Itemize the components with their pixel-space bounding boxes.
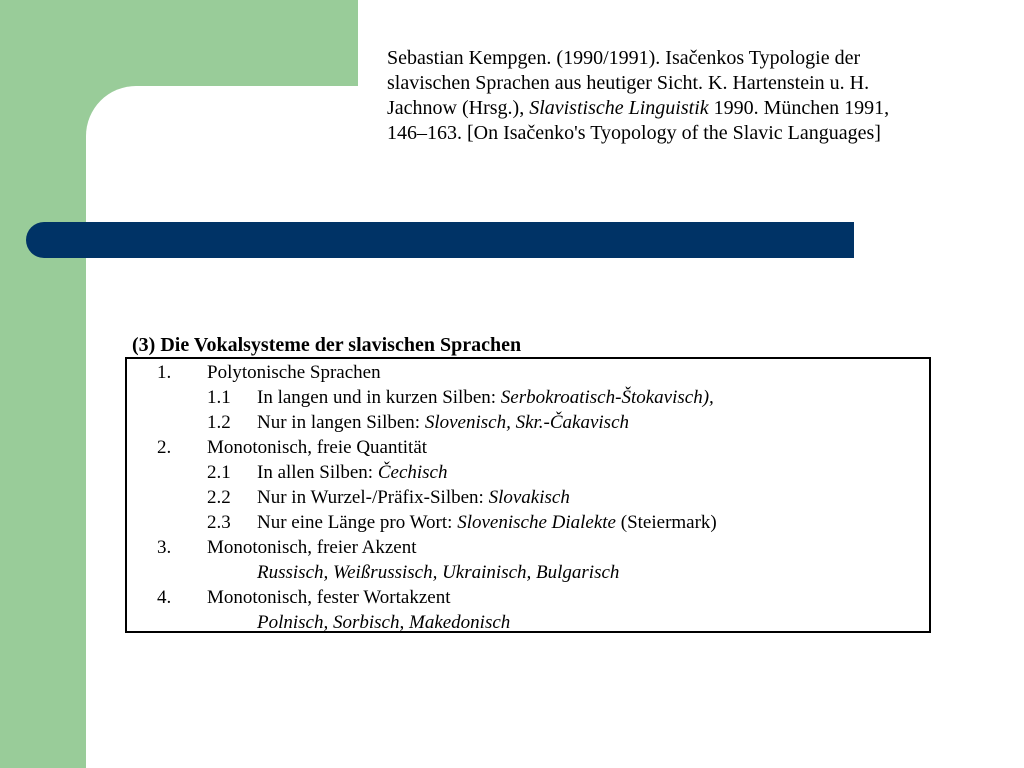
row-languages: Polnisch, Sorbisch, Makedonisch <box>257 612 511 633</box>
row-subnumber: 2.1 <box>207 462 231 483</box>
row-text-italic: Slovenische Dialekte <box>457 512 616 533</box>
row-text-italic: Slovenisch, Skr.-Čakavisch <box>424 412 630 433</box>
citation-line-1: Sebastian Kempgen. (1990/1991). Isačenkos Typologie der <box>387 47 861 69</box>
row-languages: Russisch, Weißrussisch, Ukrainisch, Bulgarisch <box>257 562 620 583</box>
row-text-post: (Steiermark) <box>616 512 717 533</box>
row-text: Monotonisch, freie Quantität <box>207 437 428 458</box>
citation-line-3 <box>387 96 987 121</box>
row-text-plain: Nur eine Länge pro Wort: <box>257 512 458 533</box>
row-subnumber: 1.1 <box>207 387 231 408</box>
row-text-italic: Slovakisch <box>488 487 570 508</box>
vowel-systems-table <box>125 357 931 633</box>
row-text-italic: Serbokroatisch-Štokavisch), <box>500 387 714 408</box>
row-subnumber: 2.3 <box>207 512 231 533</box>
row-text <box>257 385 714 410</box>
row-text: Monotonisch, freier Akzent <box>207 537 417 558</box>
row-text-italic: Čechisch <box>377 462 448 483</box>
row-number: 2. <box>157 437 172 458</box>
blue-divider-bar <box>26 222 854 258</box>
citation-line-2: slavischen Sprachen aus heutiger Sicht. K. Hartenstein u. H. <box>387 72 870 94</box>
citation-line-3-post: 1990. München 1991, <box>708 97 890 119</box>
row-subnumber: 1.2 <box>207 412 231 433</box>
row-text: Monotonisch, fester Wortakzent <box>207 587 451 608</box>
row-text <box>257 460 448 485</box>
citation-line-4: 146–163. [On Isačenko's Tyopology of the Slavic Languages] <box>387 122 881 144</box>
citation <box>387 46 987 146</box>
citation-book-title: Slavistische Linguistik <box>529 97 709 119</box>
row-text-plain: In langen und in kurzen Silben: <box>257 387 501 408</box>
row-number: 1. <box>157 362 172 383</box>
row-text-plain: Nur in langen Silben: <box>257 412 425 433</box>
row-text: Polytonische Sprachen <box>207 362 381 383</box>
citation-line-3-pre: Jachnow (Hrsg.), <box>387 97 530 119</box>
row-text <box>257 410 629 435</box>
row-text-plain: Nur in Wurzel-/Präfix-Silben: <box>257 487 489 508</box>
row-number: 3. <box>157 537 172 558</box>
row-text-plain: In allen Silben: <box>257 462 378 483</box>
row-text <box>257 510 717 535</box>
table-title: (3) Die Vokalsysteme der slavischen Sprachen <box>132 334 522 356</box>
row-text <box>257 485 570 510</box>
row-subnumber: 2.2 <box>207 487 231 508</box>
row-number: 4. <box>157 587 172 608</box>
